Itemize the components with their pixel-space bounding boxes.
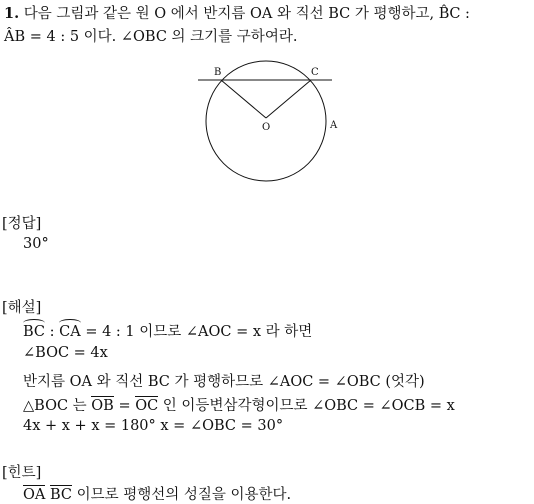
label-a: A bbox=[330, 120, 338, 131]
segment-ob: OB bbox=[91, 398, 114, 414]
solution-line-3: 반지름 OA 와 직선 BC 가 평행하므로 ∠AOC = ∠OBC (엇각) bbox=[23, 374, 425, 390]
segment-bc: BC bbox=[49, 487, 72, 503]
circle-figure bbox=[190, 55, 340, 190]
label-c: C bbox=[311, 67, 319, 78]
hint-line: OA BC 이므로 평행선의 성질을 이용한다. bbox=[23, 487, 292, 503]
hint-heading: [힌트] bbox=[2, 465, 42, 481]
arc-ca: CA bbox=[59, 324, 81, 340]
label-b: B bbox=[214, 67, 222, 78]
segment-oc: OC bbox=[135, 398, 159, 414]
segment-oa: OA bbox=[23, 487, 46, 503]
solution-line-5: 4x + x + x = 180° x = ∠OBC = 30° bbox=[23, 418, 284, 434]
radius-ob bbox=[221, 80, 266, 118]
solution-line-2: ∠BOC = 4x bbox=[23, 345, 108, 361]
answer-heading: [정답] bbox=[2, 216, 42, 232]
problem-number: 1. bbox=[4, 5, 20, 22]
problem-text-1: 다음 그림과 같은 원 O 에서 반지름 OA 와 직선 BC 가 평행하고, B̂C : bbox=[23, 6, 470, 22]
problem-line-1 bbox=[4, 2, 470, 23]
radius-oc bbox=[266, 80, 311, 118]
answer-value: 30° bbox=[23, 236, 49, 252]
arc-bc: BC bbox=[23, 324, 46, 340]
label-o: O bbox=[262, 122, 271, 133]
solution-line-4: △BOC 는 OB = OC 인 이등변삼각형이므로 ∠OBC = ∠OCB = x bbox=[23, 398, 455, 414]
problem-text-2: ÂB = 4 : 5 이다. ∠OBC 의 크기를 구하여라. bbox=[4, 29, 298, 45]
solution-heading: [해설] bbox=[2, 300, 42, 316]
circle-o bbox=[206, 61, 326, 181]
solution-line-1: BC : CA = 4 : 1 이므로 ∠AOC = x 라 하면 bbox=[23, 324, 313, 340]
